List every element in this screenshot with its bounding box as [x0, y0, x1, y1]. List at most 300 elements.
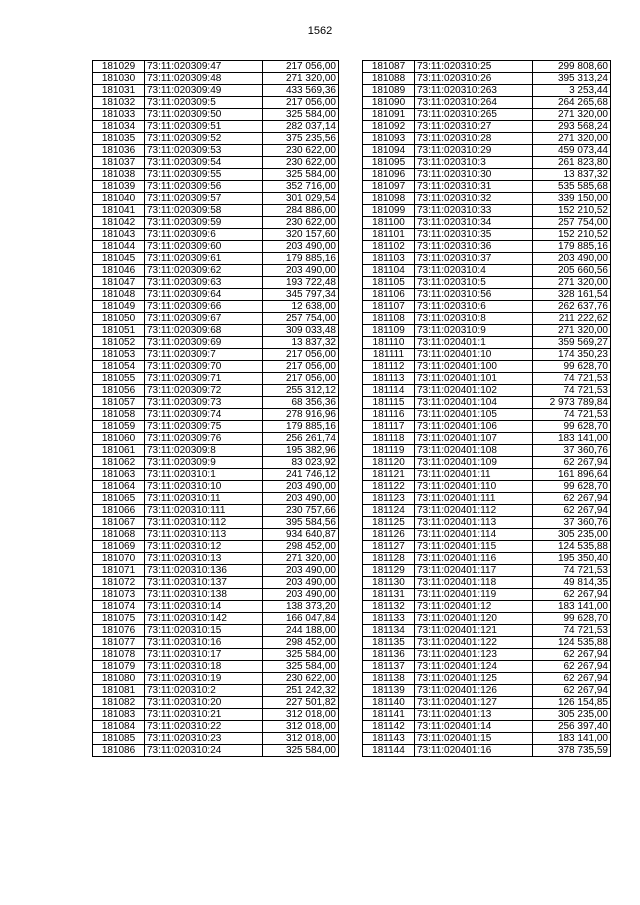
cadastral-number-cell: 73:11:020309:54	[145, 157, 263, 169]
table-row	[363, 409, 611, 421]
table-row	[363, 241, 611, 253]
value-cell: 183 141,00	[533, 601, 611, 613]
value-cell: 74 721,53	[533, 565, 611, 577]
cadastral-number-cell: 73:11:020309:64	[145, 289, 263, 301]
value-cell: 217 056,00	[263, 361, 339, 373]
row-number-cell: 181054	[93, 361, 145, 373]
cadastral-number-cell: 73:11:020309:50	[145, 109, 263, 121]
cadastral-number-cell: 73:11:020310:6	[415, 301, 533, 313]
table-row	[363, 265, 611, 277]
value-cell: 271 320,00	[533, 325, 611, 337]
cadastral-number-cell: 73:11:020401:127	[415, 697, 533, 709]
cadastral-number-cell: 73:11:020309:59	[145, 217, 263, 229]
row-number-cell: 181134	[363, 625, 415, 637]
table-row	[363, 289, 611, 301]
value-cell: 174 350,23	[533, 349, 611, 361]
row-number-cell: 181065	[93, 493, 145, 505]
cadastral-number-cell: 73:11:020401:121	[415, 625, 533, 637]
value-cell: 934 640,87	[263, 529, 339, 541]
row-number-cell: 181121	[363, 469, 415, 481]
table-row	[93, 133, 339, 145]
row-number-cell: 181129	[363, 565, 415, 577]
cadastral-number-cell: 73:11:020401:118	[415, 577, 533, 589]
cadastral-number-cell: 73:11:020310:29	[415, 145, 533, 157]
row-number-cell: 181081	[93, 685, 145, 697]
cadastral-number-cell: 73:11:020309:63	[145, 277, 263, 289]
table-row	[93, 589, 339, 601]
cadastral-number-cell: 73:11:020401:12	[415, 601, 533, 613]
cadastral-number-cell: 73:11:020309:47	[145, 61, 263, 73]
value-cell: 126 154,85	[533, 697, 611, 709]
value-cell: 282 037,14	[263, 121, 339, 133]
table-row	[93, 445, 339, 457]
row-number-cell: 181142	[363, 721, 415, 733]
row-number-cell: 181069	[93, 541, 145, 553]
value-cell: 99 628,70	[533, 421, 611, 433]
row-number-cell: 181115	[363, 397, 415, 409]
value-cell: 284 886,00	[263, 205, 339, 217]
value-cell: 395 584,56	[263, 517, 339, 529]
value-cell: 203 490,00	[263, 589, 339, 601]
row-number-cell: 181104	[363, 265, 415, 277]
cadastral-number-cell: 73:11:020401:102	[415, 385, 533, 397]
row-number-cell: 181102	[363, 241, 415, 253]
cadastral-number-cell: 73:11:020310:20	[145, 697, 263, 709]
table-row	[363, 685, 611, 697]
cadastral-number-cell: 73:11:020401:11	[415, 469, 533, 481]
row-number-cell: 181035	[93, 133, 145, 145]
cadastral-number-cell: 73:11:020310:30	[415, 169, 533, 181]
row-number-cell: 181055	[93, 373, 145, 385]
value-cell: 230 757,66	[263, 505, 339, 517]
table-row	[93, 85, 339, 97]
value-cell: 255 312,12	[263, 385, 339, 397]
table-row	[93, 193, 339, 205]
table-row	[363, 277, 611, 289]
row-number-cell: 181114	[363, 385, 415, 397]
cadastral-number-cell: 73:11:020310:16	[145, 637, 263, 649]
table-row	[363, 445, 611, 457]
row-number-cell: 181045	[93, 253, 145, 265]
cadastral-number-cell: 73:11:020401:119	[415, 589, 533, 601]
cadastral-number-cell: 73:11:020401:100	[415, 361, 533, 373]
row-number-cell: 181038	[93, 169, 145, 181]
cadastral-number-cell: 73:11:020310:25	[415, 61, 533, 73]
value-cell: 256 397,40	[533, 721, 611, 733]
value-cell: 161 896,64	[533, 469, 611, 481]
value-cell: 37 360,76	[533, 445, 611, 457]
table-row	[93, 673, 339, 685]
row-number-cell: 181040	[93, 193, 145, 205]
cadastral-number-cell: 73:11:020401:122	[415, 637, 533, 649]
value-cell: 179 885,16	[533, 241, 611, 253]
value-cell: 62 267,94	[533, 589, 611, 601]
value-cell: 3 253,44	[533, 85, 611, 97]
value-cell: 62 267,94	[533, 649, 611, 661]
table-row	[93, 409, 339, 421]
row-number-cell: 181056	[93, 385, 145, 397]
table-row	[363, 217, 611, 229]
row-number-cell: 181079	[93, 661, 145, 673]
table-row	[363, 577, 611, 589]
table-row	[363, 529, 611, 541]
table-row	[93, 505, 339, 517]
table-row	[93, 301, 339, 313]
cadastral-number-cell: 73:11:020310:2	[145, 685, 263, 697]
table-row	[93, 697, 339, 709]
cadastral-number-cell: 73:11:020310:27	[415, 121, 533, 133]
table-row	[363, 385, 611, 397]
cadastral-number-cell: 73:11:020310:8	[415, 313, 533, 325]
value-cell: 99 628,70	[533, 613, 611, 625]
cadastral-number-cell: 73:11:020310:23	[145, 733, 263, 745]
cadastral-number-cell: 73:11:020401:112	[415, 505, 533, 517]
cadastral-number-cell: 73:11:020401:117	[415, 565, 533, 577]
table-row	[93, 613, 339, 625]
cadastral-number-cell: 73:11:020310:10	[145, 481, 263, 493]
table-row	[363, 625, 611, 637]
value-cell: 193 722,48	[263, 277, 339, 289]
cadastral-number-cell: 73:11:020309:55	[145, 169, 263, 181]
row-number-cell: 181032	[93, 97, 145, 109]
table-row	[93, 553, 339, 565]
cadastral-number-cell: 73:11:020401:120	[415, 613, 533, 625]
row-number-cell: 181118	[363, 433, 415, 445]
table-row	[93, 253, 339, 265]
cadastral-number-cell: 73:11:020310:15	[145, 625, 263, 637]
value-cell: 433 569,36	[263, 85, 339, 97]
table-row	[363, 613, 611, 625]
value-cell: 325 584,00	[263, 649, 339, 661]
cadastral-number-cell: 73:11:020310:1	[145, 469, 263, 481]
cadastral-number-cell: 73:11:020309:72	[145, 385, 263, 397]
table-row	[93, 109, 339, 121]
cadastral-number-cell: 73:11:020309:7	[145, 349, 263, 361]
row-number-cell: 181123	[363, 493, 415, 505]
table-row	[363, 661, 611, 673]
cadastral-number-cell: 73:11:020309:57	[145, 193, 263, 205]
value-cell: 74 721,53	[533, 409, 611, 421]
table-row	[363, 637, 611, 649]
row-number-cell: 181033	[93, 109, 145, 121]
table-row	[93, 529, 339, 541]
table-row	[93, 397, 339, 409]
table-row	[363, 421, 611, 433]
cadastral-number-cell: 73:11:020401:116	[415, 553, 533, 565]
cadastral-number-cell: 73:11:020310:264	[415, 97, 533, 109]
table-row	[363, 361, 611, 373]
value-cell: 257 754,00	[263, 313, 339, 325]
cadastral-number-cell: 73:11:020401:125	[415, 673, 533, 685]
cadastral-number-cell: 73:11:020401:106	[415, 421, 533, 433]
table-row	[93, 625, 339, 637]
cadastral-number-cell: 73:11:020401:10	[415, 349, 533, 361]
table-row	[93, 469, 339, 481]
cadastral-number-cell: 73:11:020310:263	[415, 85, 533, 97]
value-cell: 49 814,35	[533, 577, 611, 589]
row-number-cell: 181029	[93, 61, 145, 73]
table-row	[363, 721, 611, 733]
table-row	[363, 169, 611, 181]
cadastral-number-cell: 73:11:020310:142	[145, 613, 263, 625]
row-number-cell: 181080	[93, 673, 145, 685]
table-row	[363, 337, 611, 349]
row-number-cell: 181044	[93, 241, 145, 253]
cadastral-number-cell: 73:11:020309:75	[145, 421, 263, 433]
row-number-cell: 181106	[363, 289, 415, 301]
row-number-cell: 181132	[363, 601, 415, 613]
value-cell: 535 585,68	[533, 181, 611, 193]
table-row	[363, 145, 611, 157]
table-row	[363, 61, 611, 73]
value-cell: 83 023,92	[263, 457, 339, 469]
table-row	[363, 505, 611, 517]
table-row	[363, 325, 611, 337]
cadastral-number-cell: 73:11:020401:1	[415, 337, 533, 349]
row-number-cell: 181085	[93, 733, 145, 745]
value-cell: 359 569,27	[533, 337, 611, 349]
row-number-cell: 181053	[93, 349, 145, 361]
value-cell: 378 735,59	[533, 745, 611, 757]
value-cell: 271 320,00	[533, 277, 611, 289]
row-number-cell: 181108	[363, 313, 415, 325]
value-cell: 230 622,00	[263, 217, 339, 229]
table-row	[93, 685, 339, 697]
cadastral-number-cell: 73:11:020401:111	[415, 493, 533, 505]
value-cell: 74 721,53	[533, 373, 611, 385]
row-number-cell: 181109	[363, 325, 415, 337]
table-row	[363, 553, 611, 565]
cadastral-number-cell: 73:11:020401:107	[415, 433, 533, 445]
row-number-cell: 181030	[93, 73, 145, 85]
cadastral-number-cell: 73:11:020310:113	[145, 529, 263, 541]
row-number-cell: 181057	[93, 397, 145, 409]
value-cell: 320 157,60	[263, 229, 339, 241]
value-cell: 241 746,12	[263, 469, 339, 481]
row-number-cell: 181139	[363, 685, 415, 697]
row-number-cell: 181135	[363, 637, 415, 649]
table-row	[363, 697, 611, 709]
cadastral-number-cell: 73:11:020401:123	[415, 649, 533, 661]
cadastral-number-cell: 73:11:020309:49	[145, 85, 263, 97]
row-number-cell: 181140	[363, 697, 415, 709]
row-number-cell: 181107	[363, 301, 415, 313]
cadastral-number-cell: 73:11:020310:13	[145, 553, 263, 565]
value-cell: 37 360,76	[533, 517, 611, 529]
row-number-cell: 181127	[363, 541, 415, 553]
table-row	[93, 313, 339, 325]
value-cell: 203 490,00	[263, 493, 339, 505]
value-cell: 217 056,00	[263, 349, 339, 361]
table-row	[363, 397, 611, 409]
cadastral-number-cell: 73:11:020401:110	[415, 481, 533, 493]
cadastral-number-cell: 73:11:020401:16	[415, 745, 533, 757]
row-number-cell: 181052	[93, 337, 145, 349]
table-row	[93, 601, 339, 613]
value-cell: 179 885,16	[263, 253, 339, 265]
table-row	[93, 361, 339, 373]
table-left	[92, 60, 339, 757]
table-row	[363, 181, 611, 193]
row-number-cell: 181112	[363, 361, 415, 373]
row-number-cell: 181084	[93, 721, 145, 733]
table-row	[363, 157, 611, 169]
row-number-cell: 181047	[93, 277, 145, 289]
cadastral-number-cell: 73:11:020310:37	[415, 253, 533, 265]
row-number-cell: 181144	[363, 745, 415, 757]
value-cell: 312 018,00	[263, 709, 339, 721]
table-row	[93, 457, 339, 469]
cadastral-number-cell: 73:11:020309:69	[145, 337, 263, 349]
cadastral-number-cell: 73:11:020309:74	[145, 409, 263, 421]
table-row	[363, 97, 611, 109]
table-row	[93, 541, 339, 553]
value-cell: 312 018,00	[263, 721, 339, 733]
value-cell: 68 356,36	[263, 397, 339, 409]
value-cell: 203 490,00	[533, 253, 611, 265]
value-cell: 395 313,24	[533, 73, 611, 85]
table-row	[93, 157, 339, 169]
table-row	[93, 265, 339, 277]
cadastral-number-cell: 73:11:020309:5	[145, 97, 263, 109]
value-cell: 138 373,20	[263, 601, 339, 613]
cadastral-number-cell: 73:11:020309:8	[145, 445, 263, 457]
row-number-cell: 181136	[363, 649, 415, 661]
table-row	[93, 565, 339, 577]
row-number-cell: 181131	[363, 589, 415, 601]
cadastral-number-cell: 73:11:020310:3	[415, 157, 533, 169]
row-number-cell: 181138	[363, 673, 415, 685]
row-number-cell: 181062	[93, 457, 145, 469]
value-cell: 203 490,00	[263, 481, 339, 493]
table-row	[363, 589, 611, 601]
table-row	[363, 121, 611, 133]
value-cell: 152 210,52	[533, 205, 611, 217]
value-cell: 13 837,32	[533, 169, 611, 181]
value-cell: 12 638,00	[263, 301, 339, 313]
row-number-cell: 181124	[363, 505, 415, 517]
cadastral-number-cell: 73:11:020401:105	[415, 409, 533, 421]
table-row	[93, 649, 339, 661]
value-cell: 2 973 789,84	[533, 397, 611, 409]
cadastral-number-cell: 73:11:020309:66	[145, 301, 263, 313]
value-cell: 352 716,00	[263, 181, 339, 193]
value-cell: 230 622,00	[263, 157, 339, 169]
value-cell: 217 056,00	[263, 373, 339, 385]
row-number-cell: 181034	[93, 121, 145, 133]
table-row	[363, 517, 611, 529]
value-cell: 375 235,56	[263, 133, 339, 145]
value-cell: 305 235,00	[533, 529, 611, 541]
value-cell: 62 267,94	[533, 673, 611, 685]
row-number-cell: 181067	[93, 517, 145, 529]
value-cell: 62 267,94	[533, 661, 611, 673]
table-row	[93, 181, 339, 193]
table-row	[363, 493, 611, 505]
value-cell: 74 721,53	[533, 385, 611, 397]
table-row	[93, 517, 339, 529]
value-cell: 203 490,00	[263, 265, 339, 277]
row-number-cell: 181130	[363, 577, 415, 589]
cadastral-number-cell: 73:11:020309:53	[145, 145, 263, 157]
table-row	[363, 709, 611, 721]
cadastral-number-cell: 73:11:020310:4	[415, 265, 533, 277]
cadastral-number-cell: 73:11:020309:9	[145, 457, 263, 469]
value-cell: 244 188,00	[263, 625, 339, 637]
row-number-cell: 181066	[93, 505, 145, 517]
table-row	[363, 469, 611, 481]
cadastral-number-cell: 73:11:020309:71	[145, 373, 263, 385]
row-number-cell: 181095	[363, 157, 415, 169]
row-number-cell: 181046	[93, 265, 145, 277]
table-row	[363, 373, 611, 385]
value-cell: 271 320,00	[263, 553, 339, 565]
table-row	[363, 313, 611, 325]
table-row	[93, 493, 339, 505]
row-number-cell: 181039	[93, 181, 145, 193]
table-row	[93, 61, 339, 73]
row-number-cell: 181037	[93, 157, 145, 169]
cadastral-number-cell: 73:11:020401:108	[415, 445, 533, 457]
value-cell: 459 073,44	[533, 145, 611, 157]
value-cell: 325 584,00	[263, 745, 339, 757]
cadastral-number-cell: 73:11:020309:70	[145, 361, 263, 373]
value-cell: 345 797,34	[263, 289, 339, 301]
cadastral-number-cell: 73:11:020310:18	[145, 661, 263, 673]
cadastral-number-cell: 73:11:020310:31	[415, 181, 533, 193]
table-row	[93, 385, 339, 397]
table-row	[363, 565, 611, 577]
table-row	[93, 97, 339, 109]
cadastral-number-cell: 73:11:020309:60	[145, 241, 263, 253]
cadastral-number-cell: 73:11:020310:14	[145, 601, 263, 613]
value-cell: 309 033,48	[263, 325, 339, 337]
value-cell: 205 660,56	[533, 265, 611, 277]
table-row	[363, 601, 611, 613]
row-number-cell: 181086	[93, 745, 145, 757]
cadastral-number-cell: 73:11:020310:111	[145, 505, 263, 517]
row-number-cell: 181111	[363, 349, 415, 361]
row-number-cell: 181097	[363, 181, 415, 193]
table-row	[363, 301, 611, 313]
cadastral-number-cell: 73:11:020310:11	[145, 493, 263, 505]
value-cell: 298 452,00	[263, 637, 339, 649]
cadastral-number-cell: 73:11:020310:12	[145, 541, 263, 553]
table-row	[93, 229, 339, 241]
value-cell: 166 047,84	[263, 613, 339, 625]
table-row	[363, 457, 611, 469]
row-number-cell: 181117	[363, 421, 415, 433]
value-cell: 230 622,00	[263, 145, 339, 157]
row-number-cell: 181096	[363, 169, 415, 181]
table-row	[93, 217, 339, 229]
row-number-cell: 181119	[363, 445, 415, 457]
row-number-cell: 181128	[363, 553, 415, 565]
value-cell: 301 029,54	[263, 193, 339, 205]
row-number-cell: 181137	[363, 661, 415, 673]
value-cell: 217 056,00	[263, 97, 339, 109]
row-number-cell: 181103	[363, 253, 415, 265]
row-number-cell: 181105	[363, 277, 415, 289]
cadastral-number-cell: 73:11:020310:5	[415, 277, 533, 289]
table-row	[363, 205, 611, 217]
cadastral-number-cell: 73:11:020309:67	[145, 313, 263, 325]
row-number-cell: 181143	[363, 733, 415, 745]
cadastral-number-cell: 73:11:020310:21	[145, 709, 263, 721]
cadastral-number-cell: 73:11:020310:34	[415, 217, 533, 229]
table-row	[93, 121, 339, 133]
table-row	[93, 241, 339, 253]
